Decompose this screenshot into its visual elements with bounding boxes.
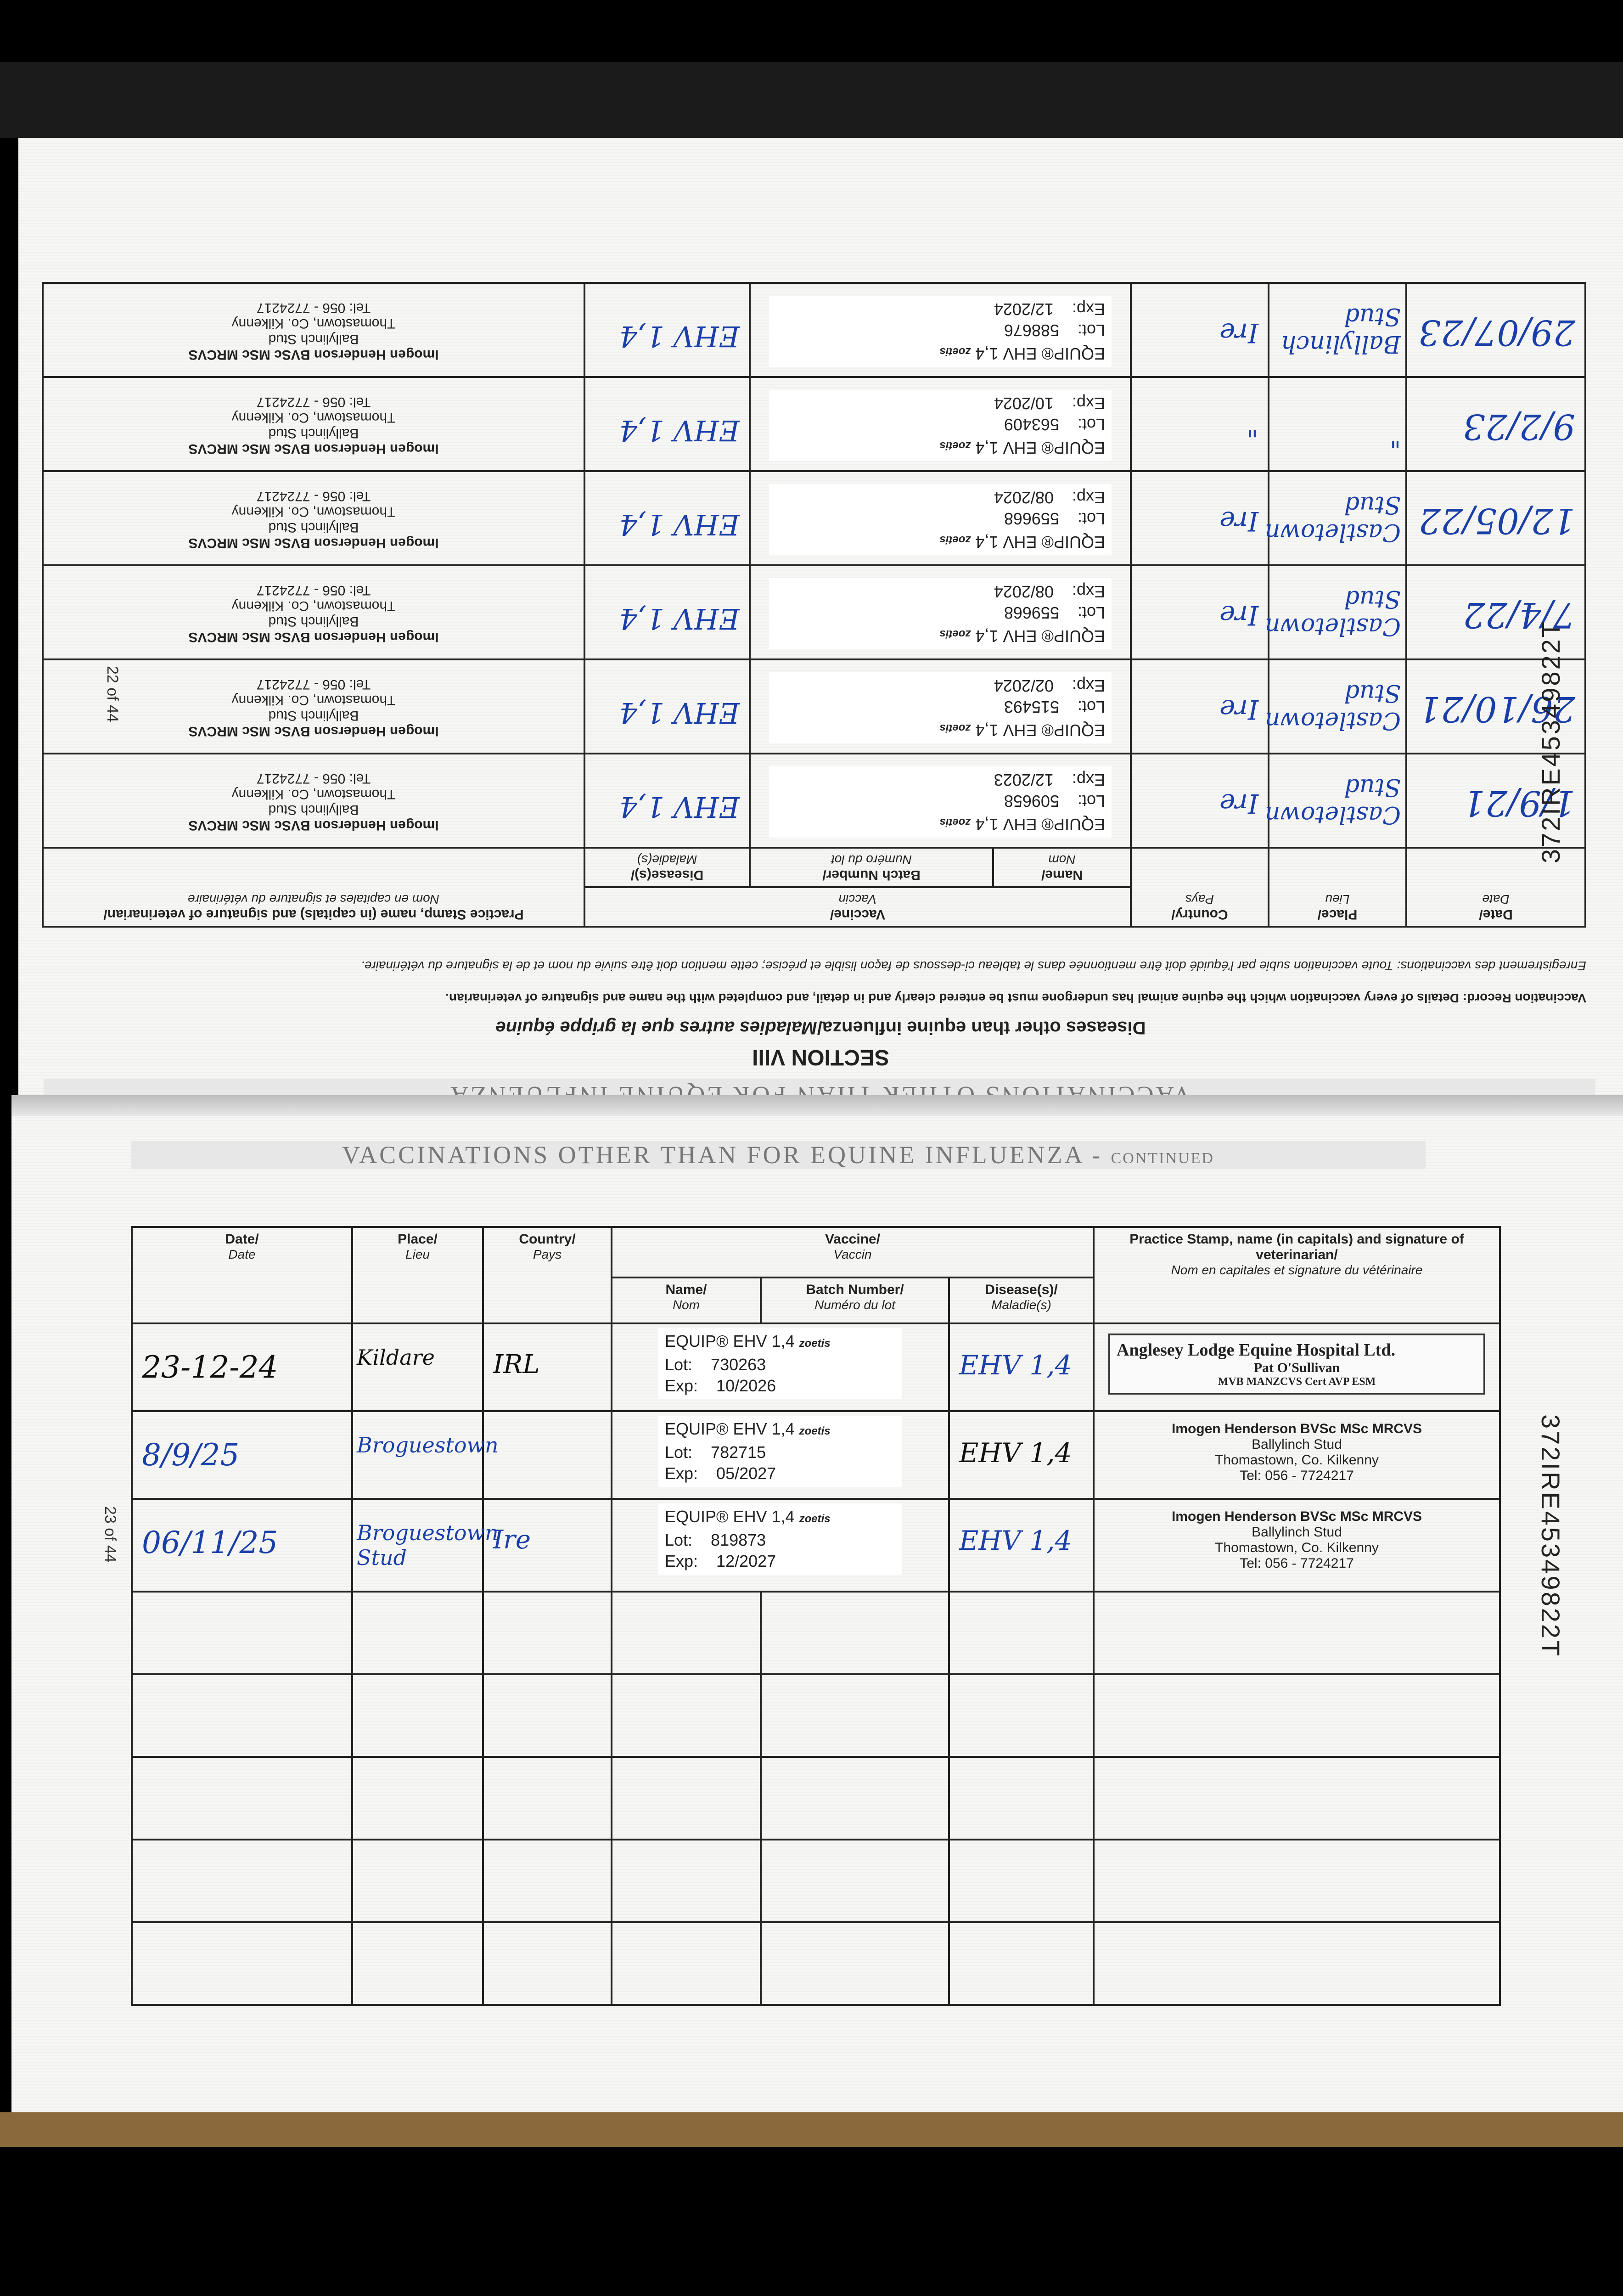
binder-edge [0, 62, 1623, 138]
vet-stamp [53, 771, 574, 833]
hospital-name: Anglesey Lodge Equine Hospital Ltd. [1117, 1340, 1396, 1360]
col-place: Place/ Lieu [1269, 848, 1406, 927]
vet-name: Imogen Henderson BVSc MSc MRCVS [188, 347, 439, 362]
date-cell: 26/10/21 [1406, 659, 1585, 754]
table-row [132, 1323, 1500, 1411]
vet-line4: Tel: 056 - 7724217 [256, 489, 371, 504]
exp-label: Exp: [665, 1376, 698, 1395]
vet-name: Imogen Henderson BVSc MSc MRCVS [1171, 1421, 1422, 1436]
vaccine-product: EQUIP® EHV 1,4 [975, 627, 1105, 646]
vet-line3: Thomastown, Co. Kilkenny [231, 598, 396, 613]
exp-date: 02/2024 [994, 676, 1054, 695]
hospital-stamp [1108, 1334, 1485, 1395]
vaccine-product: EQUIP® EHV 1,4 [975, 721, 1105, 740]
vaccine-label [658, 1328, 902, 1399]
vet-line4: Tel: 056 - 7724217 [256, 583, 371, 598]
page-number-22: 22 of 44 [104, 666, 121, 722]
lot-label: Lot: [665, 1443, 693, 1462]
zoetis-logo: zoetis [939, 722, 971, 734]
exp-label: Exp: [1072, 771, 1105, 789]
heading-fr: Maladies autres que la grippe équine [495, 1018, 817, 1038]
disease-cell: EHV 1,4 [584, 754, 750, 848]
vet-line2: Ballylinch Stud [268, 426, 359, 441]
vet-name: Imogen Henderson BVSc MSc MRCVS [188, 630, 439, 645]
country-cell: IRL [483, 1323, 612, 1411]
lot-number: 730263 [711, 1355, 766, 1374]
disease-cell: EHV 1,4 [584, 283, 750, 377]
vet-line2: Ballylinch Stud [268, 802, 359, 817]
empty-row [132, 1757, 1500, 1840]
table-row [43, 283, 1585, 377]
stamp-cell [43, 565, 584, 659]
country-cell: Ire [483, 1499, 612, 1592]
vaccine-label [658, 1416, 902, 1487]
vaccine-product: EQUIP® EHV 1,4 [975, 439, 1105, 457]
vet-line3: Thomastown, Co. Kilkenny [231, 787, 396, 802]
exp-date: 12/2024 [994, 300, 1054, 319]
exp-label: Exp: [1072, 300, 1105, 319]
vet-line2: Ballylinch Stud [1252, 1437, 1342, 1452]
col-country: Country/ Pays [483, 1227, 612, 1323]
vet-stamp [53, 676, 574, 739]
disease-cell: EHV 1,4 [584, 471, 750, 565]
lot-label: Lot: [1077, 792, 1105, 810]
page-banner-continued: VACCINATIONS OTHER THAN FOR EQUINE INFLUENZA - CONTINUED [131, 1141, 1426, 1169]
vet-line3: Thomastown, Co. Kilkenny [231, 504, 396, 519]
vet-line4: Tel: 056 - 7724217 [256, 677, 371, 692]
vet-name: Imogen Henderson BVSc MSc MRCVS [188, 535, 439, 551]
vaccination-table-top [42, 282, 1586, 928]
zoetis-logo: zoetis [939, 816, 971, 828]
vet-line4: Tel: 056 - 7724217 [1240, 1556, 1354, 1571]
vaccine-product: EQUIP® EHV 1,4 [665, 1332, 795, 1351]
lot-number: 509658 [1004, 792, 1059, 810]
vaccine-product: EQUIP® EHV 1,4 [665, 1507, 795, 1526]
date-cell: 8/9/25 [132, 1411, 352, 1499]
country-cell [483, 1411, 612, 1499]
stamp-cell [43, 754, 584, 848]
vet-name: Imogen Henderson BVSc MSc MRCVS [188, 818, 439, 833]
horse-id-top: 372IRE453498​22T [1536, 620, 1565, 864]
place-cell: Castletown Stud [1269, 754, 1406, 848]
vaccine-label [769, 672, 1112, 743]
vet-stamp [53, 488, 574, 551]
exp-label: Exp: [1072, 488, 1105, 507]
col-place: Place/ Lieu [352, 1227, 483, 1323]
zoetis-logo: zoetis [799, 1513, 831, 1525]
date-cell: 12/05/22 [1406, 471, 1585, 565]
empty-row [132, 1674, 1500, 1757]
col-vaccine: Vaccine/ Vaccin [584, 887, 1131, 927]
empty-row [132, 1592, 1500, 1674]
empty-row [132, 1922, 1500, 2005]
exp-date: 10/2026 [716, 1376, 776, 1395]
place-cell: Ballylinch Stud [1269, 283, 1406, 377]
col-name: Name/ Nom [612, 1277, 761, 1323]
vet-line4: Tel: 056 - 7724217 [256, 394, 371, 410]
exp-date: 10/2024 [994, 394, 1054, 413]
place-cell: Kildare [352, 1323, 483, 1411]
col-batch: Batch Number/ Numéro du lot [750, 848, 993, 887]
vaccine-product: EQUIP® EHV 1,4 [975, 344, 1105, 363]
exp-date: 12/2027 [716, 1552, 776, 1570]
vaccine-label [769, 766, 1112, 838]
disease-cell: EHV 1,4 [949, 1411, 1094, 1499]
exp-date: 08/2024 [994, 582, 1054, 601]
vaccine-cell [750, 471, 1131, 565]
vet-stamp [1108, 1509, 1485, 1571]
lot-number: 563409 [1004, 415, 1059, 434]
vet-name: Imogen Henderson BVSc MSc MRCVS [188, 441, 439, 456]
zoetis-logo: zoetis [799, 1337, 831, 1350]
date-cell: 1/9/21 [1406, 754, 1585, 848]
lot-number: 515493 [1004, 698, 1059, 716]
vet-line3: Thomastown, Co. Kilkenny [231, 692, 396, 708]
stamp-cell [43, 659, 584, 754]
country-cell: Ire [1131, 283, 1269, 377]
disease-cell: EHV 1,4 [949, 1323, 1094, 1411]
vaccine-label [769, 296, 1112, 367]
empty-row [132, 1840, 1500, 1922]
date-cell: 23-12-24 [132, 1323, 352, 1411]
lot-label: Lot: [1077, 509, 1105, 528]
col-disease: Disease(s)/ Maladie(s) [949, 1277, 1094, 1323]
col-batch: Batch Number/ Numéro du lot [761, 1277, 949, 1323]
vet-stamp [53, 394, 574, 456]
zoetis-logo: zoetis [939, 628, 971, 640]
lot-label: Lot: [1077, 321, 1105, 340]
vaccine-label [769, 390, 1112, 461]
vaccine-cell [750, 377, 1131, 471]
vet-line3: Thomastown, Co. Kilkenny [1215, 1452, 1379, 1468]
country-cell: Ire [1131, 659, 1269, 754]
vaccine-product: EQUIP® EHV 1,4 [665, 1419, 795, 1438]
col-country: Country/ Pays [1131, 848, 1269, 927]
table-row [43, 754, 1585, 848]
lot-number: 782715 [711, 1443, 766, 1462]
place-cell: Castletown Stud [1269, 565, 1406, 659]
section-title: SECTION VIII [752, 1045, 889, 1069]
vet-line2: Ballylinch Stud [268, 332, 359, 347]
stamp-cell [1094, 1323, 1500, 1411]
stamp-cell [43, 283, 584, 377]
vet-line2: Ballylinch Stud [268, 614, 359, 629]
vet-line2: Ballylinch Stud [1252, 1525, 1342, 1540]
exp-label: Exp: [665, 1552, 698, 1570]
zoetis-logo: zoetis [939, 534, 971, 546]
country-cell: Ire [1131, 754, 1269, 848]
date-cell: 06/11/25 [132, 1499, 352, 1592]
country-cell: Ire [1131, 565, 1269, 659]
col-stamp: Practice Stamp, name (in capitals) and signature of veterinarian/ Nom en capitales et signature du vétérinaire [43, 848, 584, 927]
vaccine-cell [750, 283, 1131, 377]
notice-en: Vaccination Record: Details of every vaccination which the equine animal has undergone must be entered clearly and in detail, and completed with the name and signature of veterinarian. [445, 991, 1586, 1005]
col-disease: Disease(s)/ Maladie(s) [584, 848, 750, 887]
exp-label: Exp: [665, 1464, 698, 1483]
horse-id-bottom: 372IRE453498​22T [1536, 1414, 1565, 1658]
lot-label: Lot: [1077, 603, 1105, 622]
stamp-cell [43, 471, 584, 565]
disease-cell: EHV 1,4 [584, 377, 750, 471]
lot-number: 588676 [1004, 321, 1059, 340]
table-row [43, 565, 1585, 659]
vet-line2: Ballylinch Stud [268, 520, 359, 535]
table-row [43, 659, 1585, 754]
vaccine-label [769, 484, 1112, 555]
country-cell: " [1131, 377, 1269, 471]
zoetis-logo: zoetis [799, 1425, 831, 1437]
exp-date: 05/2027 [716, 1464, 776, 1483]
vaccine-cell [750, 659, 1131, 754]
vaccine-cell [612, 1323, 949, 1411]
vet-name: Imogen Henderson BVSc MSc MRCVS [188, 724, 439, 739]
hospital-quals: MVB MANZCVS Cert AVP ESM [1218, 1376, 1376, 1388]
vet-stamp [53, 300, 574, 362]
vet-line4: Tel: 056 - 7724217 [256, 300, 371, 315]
vet-stamp [53, 582, 574, 645]
lot-label: Lot: [1077, 698, 1105, 716]
vaccine-cell [750, 565, 1131, 659]
vaccine-product: EQUIP® EHV 1,4 [975, 533, 1105, 551]
date-cell: 29/07/23 [1406, 283, 1585, 377]
place-cell: Castletown Stud [1269, 471, 1406, 565]
col-name: Name/ Nom [993, 848, 1131, 887]
page-number-23: 23 of 44 [101, 1506, 119, 1563]
lot-label: Lot: [665, 1531, 693, 1549]
exp-label: Exp: [1072, 394, 1105, 413]
exp-date: 12/2023 [994, 771, 1054, 789]
lot-number: 559668 [1004, 603, 1059, 622]
date-cell: 9/2/23 [1406, 377, 1585, 471]
place-cell: Castletown Stud [1269, 659, 1406, 754]
page-22 [18, 138, 1623, 1111]
zoetis-logo: zoetis [939, 439, 971, 452]
vaccine-label [769, 578, 1112, 649]
zoetis-logo: zoetis [939, 345, 971, 358]
heading-en: Diseases other than equine influenza/ [817, 1018, 1146, 1038]
vaccine-product: EQUIP® EHV 1,4 [975, 815, 1105, 834]
disease-cell: EHV 1,4 [584, 659, 750, 754]
table-row [43, 471, 1585, 565]
vet-line4: Tel: 056 - 7724217 [1240, 1468, 1354, 1483]
section-heading [18, 1017, 1623, 1038]
vaccination-table-bottom [131, 1226, 1501, 2006]
date-cell: 7/4/22 [1406, 565, 1585, 659]
disease-cell: EHV 1,4 [584, 565, 750, 659]
vet-line3: Thomastown, Co. Kilkenny [231, 316, 396, 331]
vet-stamp [1108, 1421, 1485, 1484]
place-cell: Broguestown [352, 1411, 483, 1499]
vaccine-cell [612, 1499, 949, 1592]
table-row [43, 377, 1585, 471]
country-cell: Ire [1131, 471, 1269, 565]
place-cell: Broguestown Stud [352, 1499, 483, 1592]
table-row [132, 1499, 1500, 1592]
vet-line3: Thomastown, Co. Kilkenny [231, 410, 396, 425]
vet-line3: Thomastown, Co. Kilkenny [1215, 1540, 1379, 1555]
page-22-content [18, 138, 1623, 1111]
lot-label: Lot: [665, 1355, 693, 1374]
lot-number: 559668 [1004, 509, 1059, 528]
hospital-vet: Pat O'Sullivan [1253, 1360, 1340, 1375]
disease-cell: EHV 1,4 [949, 1499, 1094, 1592]
exp-label: Exp: [1072, 582, 1105, 601]
stamp-cell [1094, 1499, 1500, 1592]
lot-number: 819873 [711, 1531, 766, 1549]
col-date: Date/ Date [1406, 848, 1585, 927]
exp-date: 08/2024 [994, 488, 1054, 507]
stamp-cell [1094, 1411, 1500, 1499]
exp-label: Exp: [1072, 676, 1105, 695]
vaccine-cell [750, 754, 1131, 848]
book-edge [0, 2112, 1623, 2147]
vet-name: Imogen Henderson BVSc MSc MRCVS [1171, 1509, 1422, 1524]
place-cell: " [1269, 377, 1406, 471]
stamp-cell [43, 377, 584, 471]
notice-fr: Enregistrement des vaccinations: Toute vaccination subie par l'équidé doit être mentionnée dans le tableau ci-dessous de façon lisible et précise; cette mention doit être suivie du nom et de la signature du vétérinaire. [361, 959, 1586, 973]
vaccine-label [658, 1503, 902, 1575]
page-23 [11, 1116, 1623, 2124]
col-vaccine: Vaccine/ Vaccin [612, 1227, 1094, 1277]
vet-line2: Ballylinch Stud [268, 708, 359, 723]
vet-line4: Tel: 056 - 7724217 [256, 771, 371, 786]
table-row [132, 1411, 1500, 1499]
col-date: Date/ Date [132, 1227, 352, 1323]
col-stamp: Practice Stamp, name (in capitals) and signature of veterinarian/ Nom en capitales et signature du vétérinaire [1094, 1227, 1500, 1323]
vaccine-cell [612, 1411, 949, 1499]
lot-label: Lot: [1077, 415, 1105, 434]
